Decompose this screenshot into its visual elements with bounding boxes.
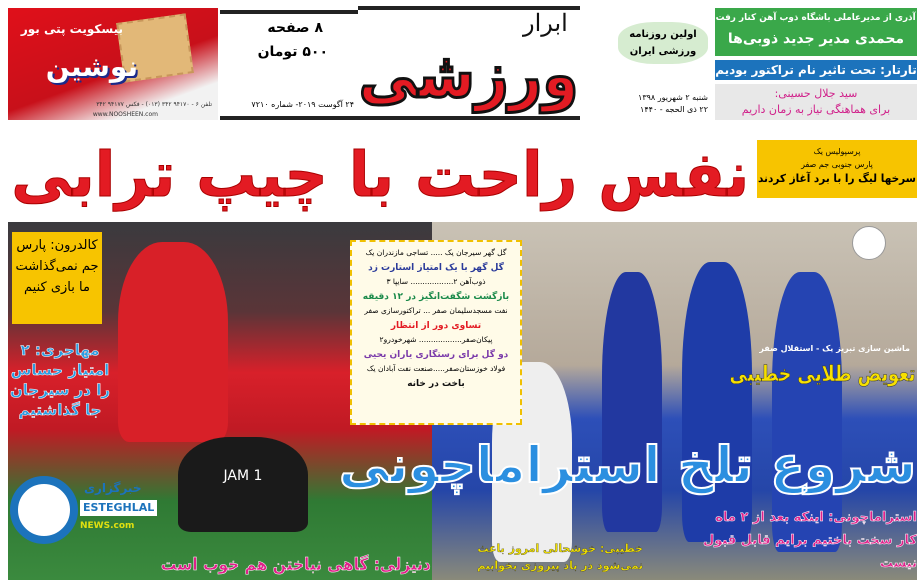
page-count: ۸ صفحه xyxy=(267,20,323,36)
lunar-date: ۲۲ ذی الحجه - ۱۴۴۰ xyxy=(640,105,708,114)
hosseini-news xyxy=(715,84,917,120)
issue-info xyxy=(220,10,358,120)
kicker: آذری از مدیرعاملی باشگاه ذوب آهن کنار رفت xyxy=(716,13,916,23)
result-score: ذوب‌آهن ۲.................. سایپا ۳ xyxy=(386,277,486,286)
result-score: نفت مسجدسلیمان صفر ... تراکتورسازی صفر xyxy=(364,306,508,315)
esteghlal-headline: شروع تلخ استراماچونی xyxy=(339,436,916,494)
badge-line: اولین روزنامه xyxy=(629,29,697,40)
ball-image xyxy=(852,226,886,260)
result-headline: باخت در خانه xyxy=(407,378,465,389)
solar-date: شنبه ۲ شهریور ۱۳۹۸ xyxy=(638,93,708,102)
dates xyxy=(630,92,708,116)
jersey-text: JAM 1 xyxy=(223,468,263,484)
denizli-quote: دنیزلی: گاهی نباختن هم خوب است xyxy=(160,555,431,575)
score-line: پرسپولیس یک xyxy=(813,147,861,156)
calderon-quote: کالدرون: پارس جم نمی‌گذاشت ما بازی کنیم xyxy=(12,232,102,324)
result-headline: دو گل برای رستگاری یاران یحیی xyxy=(363,349,509,360)
result-score: فولاد خوزستان‌صفر.....صنعت نفت آبادان یک xyxy=(366,364,506,373)
title: محمدی مدیر جدید ذوبی‌ها xyxy=(727,31,905,47)
score-line: پارس جنوبی جم صفر xyxy=(801,160,873,169)
watermark-fa: خبرگزاری xyxy=(84,481,142,495)
box-title: سرخها لیگ را با برد آغاز کردند xyxy=(757,172,916,185)
mahajeri-quote: مهاجری: ۲ امتیاز حساس را در سیرجان جا گذاشتیم xyxy=(9,341,110,419)
esteghlal-score: ماشین سازی تبریز یک - استقلال صفر xyxy=(759,344,910,353)
ad-phone: تلفن ۶ - ۹۴۱۷۰ ۳۴۲ (۰۱۳) - فکس ۹۴۱۷۷ ۳۴۲ xyxy=(96,101,212,108)
ad-website: www.NOOSHEEN.com xyxy=(92,111,158,118)
persepolis-box xyxy=(757,140,917,198)
result-score: پیکان‌صفر.................. شهرخودرو۲ xyxy=(379,335,493,344)
ad-brand: نوشین xyxy=(45,50,138,83)
newspaper-logo xyxy=(358,6,580,120)
player-figure xyxy=(118,242,228,442)
noosheen-ad xyxy=(8,8,218,120)
result-score: گل گهر سیرجان یک ..... تساجی مازندران یک xyxy=(365,248,507,257)
quote: برای هماهنگی نیاز به زمان داریم xyxy=(741,103,891,116)
tartar-news: تارتار: تحت تاثیر نام تراکتور بودیم xyxy=(715,60,917,80)
watermark-news: NEWS.com xyxy=(80,521,135,531)
result-headline: بازگشت شگفت‌انگیز در ۱۲ دقیقه xyxy=(362,291,510,302)
esteghlal-logo-icon xyxy=(10,476,78,544)
result-headline: تساوی دور از انتظار xyxy=(390,320,482,331)
speaker: سید جلال حسینی: xyxy=(774,87,858,100)
ad-slogan: بیسکویت پتی بور xyxy=(20,22,123,36)
zob-ahan-news xyxy=(715,8,917,56)
khatibi-quote: خطیبی: خوشحالی امروز باعث نمی‌شود در باد پیروزی بخوابیم xyxy=(477,542,643,572)
goalkeeper-figure xyxy=(178,437,308,532)
logo-top: ابرار xyxy=(523,9,568,37)
watermark-en: ESTEGHLAL xyxy=(80,500,157,516)
main-headline: نفس راحت با چیپ ترابی xyxy=(10,138,749,211)
first-sports-daily-badge xyxy=(618,22,708,64)
logo-main: ورزشی xyxy=(359,39,579,113)
player-figure xyxy=(682,262,752,542)
strama-quote: استراماچونی: اینکه بعد از ۲ ماه کار سخت باختیم برایم قابل قبول نیست xyxy=(702,510,917,571)
golden-sub-headline: تعویض طلایی خطیبی xyxy=(730,362,916,387)
esteghlal-news-watermark xyxy=(10,476,155,548)
price: ۵۰۰ تومان xyxy=(257,44,328,60)
issue-date: ۲۴ آگوست ۲۰۱۹- شماره ۷۲۱۰ xyxy=(251,100,354,109)
result-headline: گل گهر با یک امتیاز استارت زد xyxy=(368,262,504,273)
badge-line: ورزشی ایران xyxy=(629,46,697,57)
results-box xyxy=(350,240,522,425)
